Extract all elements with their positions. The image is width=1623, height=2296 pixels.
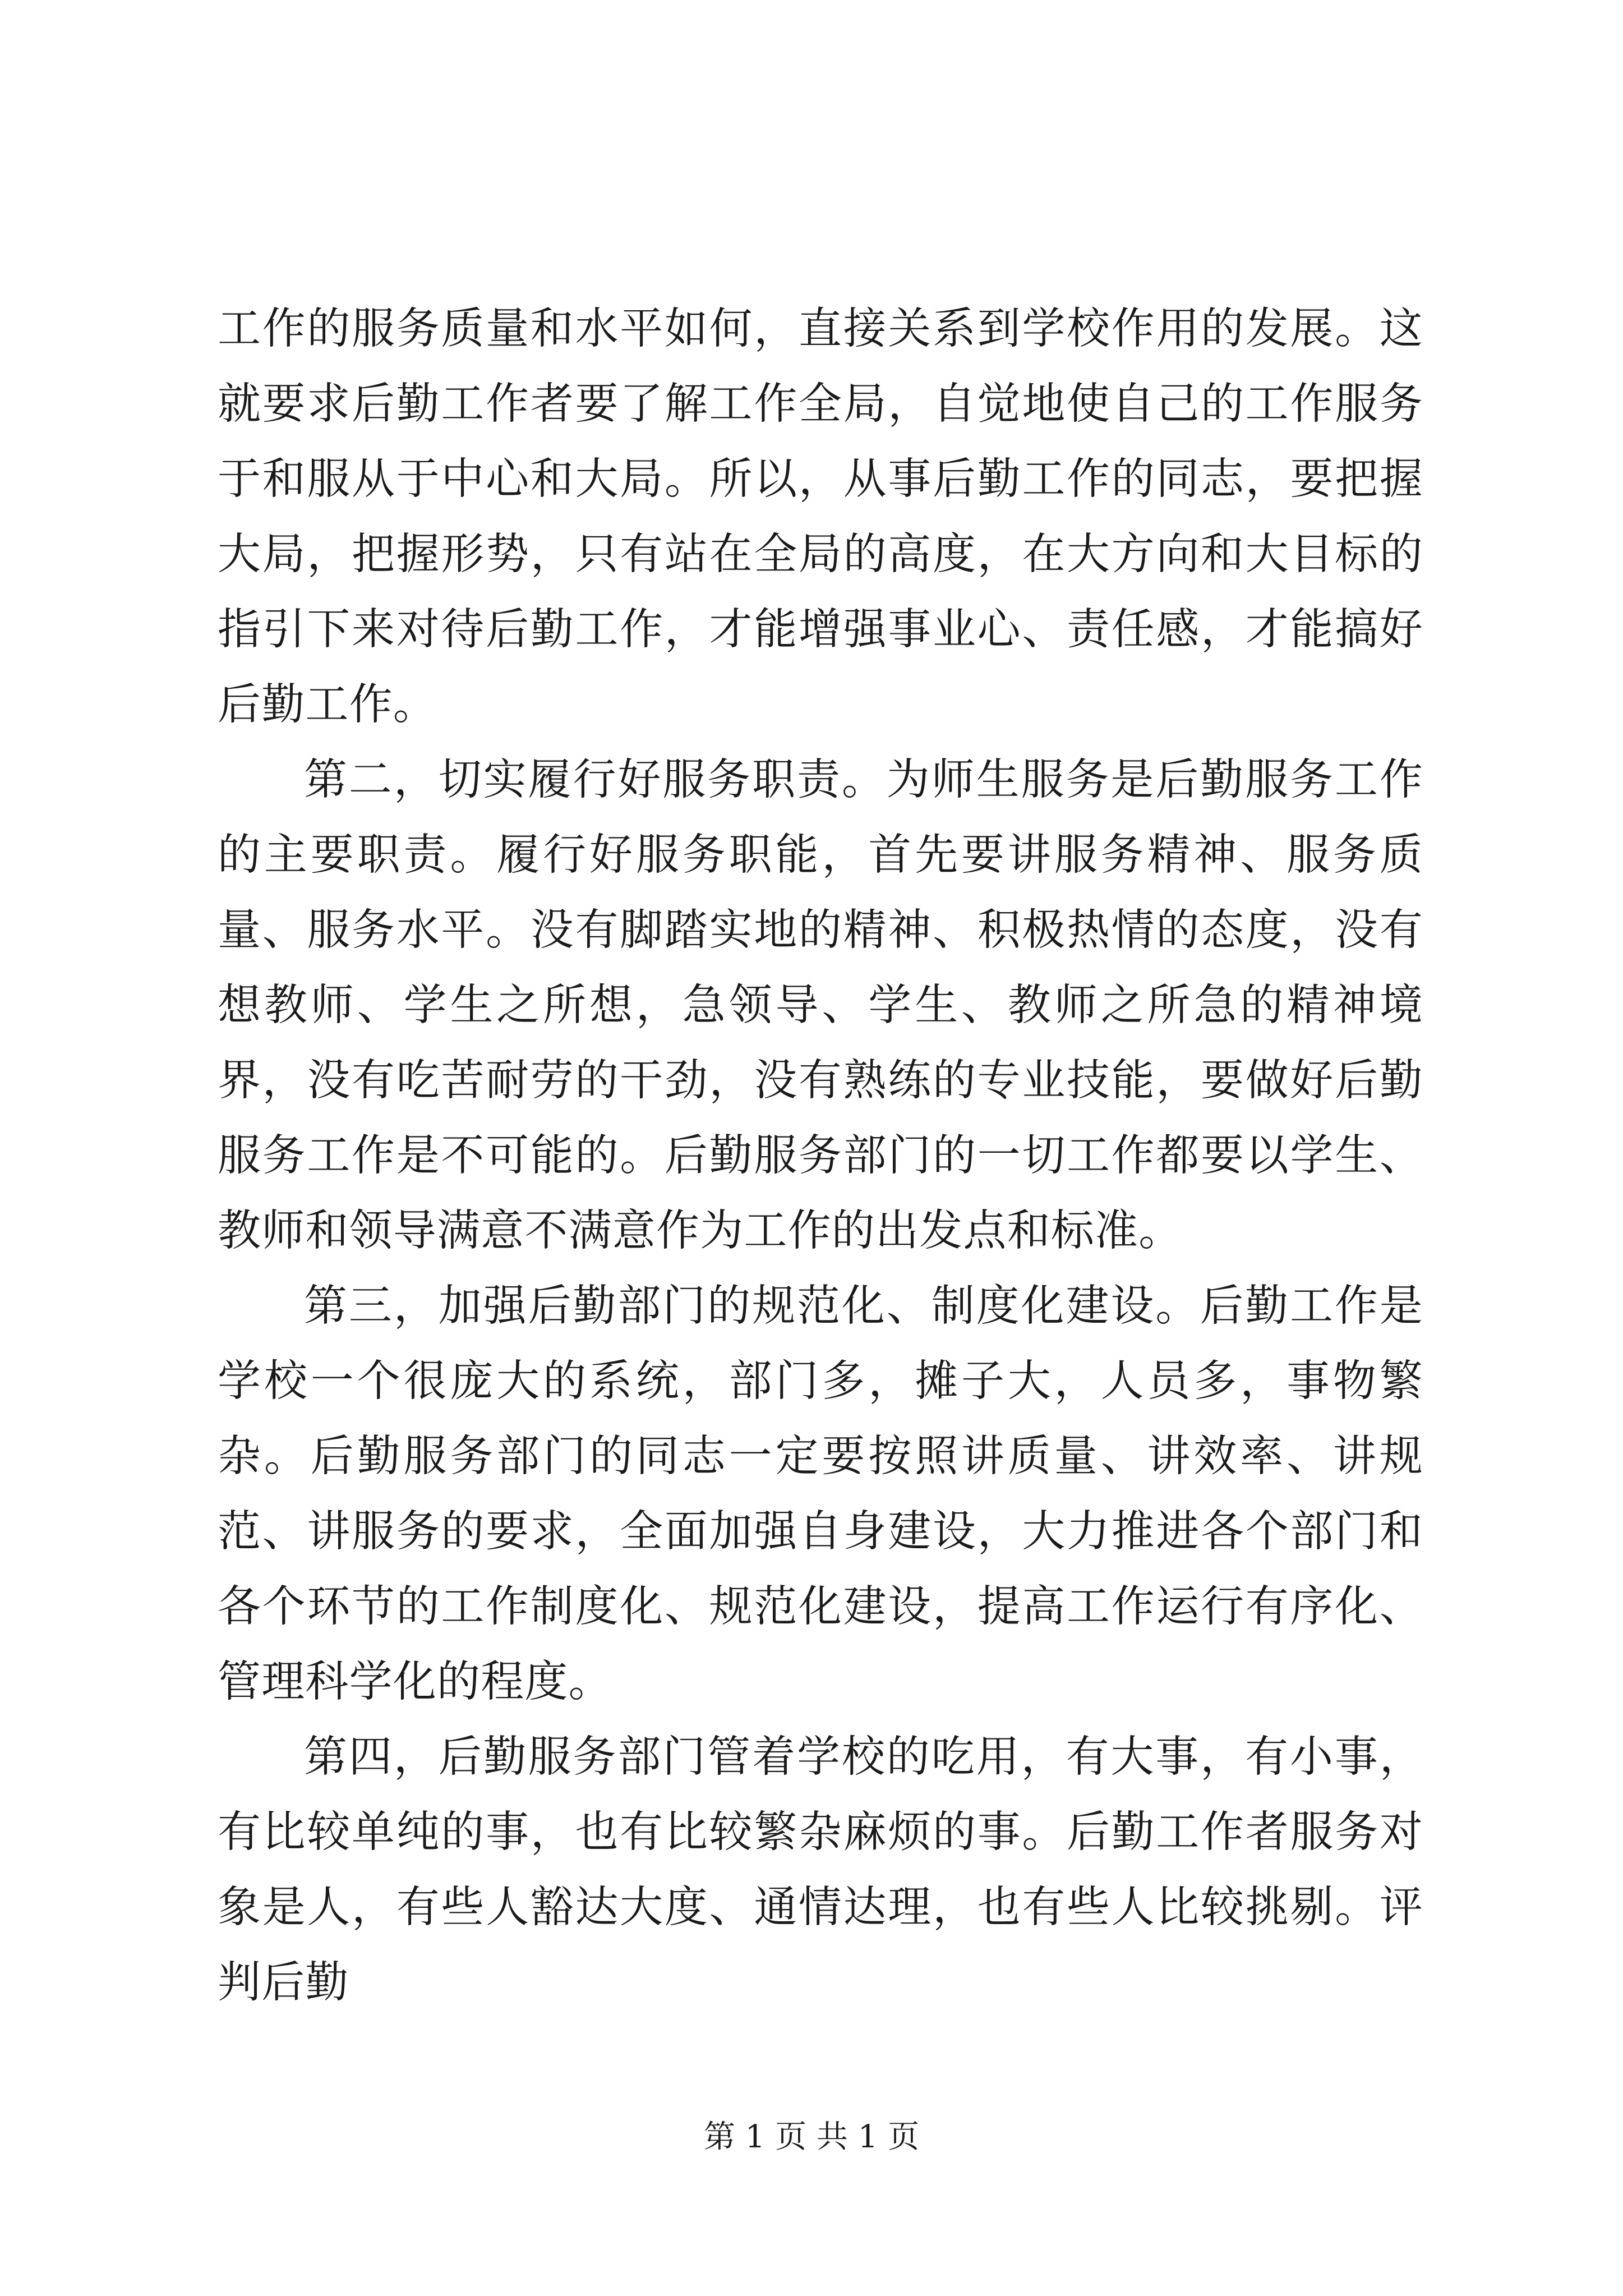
paragraph-continuation: 工作的服务质量和水平如何，直接关系到学校作用的发展。这就要求后勤工作者要了解工作全局，自觉地使自己的工作服务于和服从于中心和大局。所以，从事后勤工作的同志，要把握大局，把握形势，只有站在全局的高度，在大方向和大目标的指引下来对待后勤工作，才能增强事业心、责任感，才能搞好后勤工作。 <box>218 304 1423 730</box>
document-body <box>218 292 1423 2021</box>
paragraph-third: 第三，加强后勤部门的规范化、制度化建设。后勤工作是学校一个很庞大的系统，部门多，摊子大，人员多，事物繁杂。后勤服务部门的同志一定要按照讲质量、讲效率、讲规范、讲服务的要求，全面加强自身建设，大力推进各个部门和各个环节的工作制度化、规范化建设，提高工作运行有序化、管理科学化的程度。 <box>218 1281 1423 1707</box>
page-footer: 第 1 页 共 1 页 <box>703 2119 920 2155</box>
paragraph-second: 第二，切实履行好服务职责。为师生服务是后勤服务工作的主要职责。履行好服务职能，首先要讲服务精神、服务质量、服务水平。没有脚踏实地的精神、积极热情的态度，没有想教师、学生之所想，急领导、学生、教师之所急的精神境界，没有吃苦耐劳的干劲，没有熟练的专业技能，要做好后勤服务工作是不可能的。后勤服务部门的一切工作都要以学生、教师和领导满意不满意作为工作的出发点和标准。 <box>218 755 1423 1256</box>
paragraph-fourth: 第四，后勤服务部门管着学校的吃用，有大事，有小事，有比较单纯的事，也有比较繁杂麻烦的事。后勤工作者服务对象是人，有些人豁达大度、通情达理，也有些人比较挑剔。评判后勤 <box>218 1732 1423 2008</box>
